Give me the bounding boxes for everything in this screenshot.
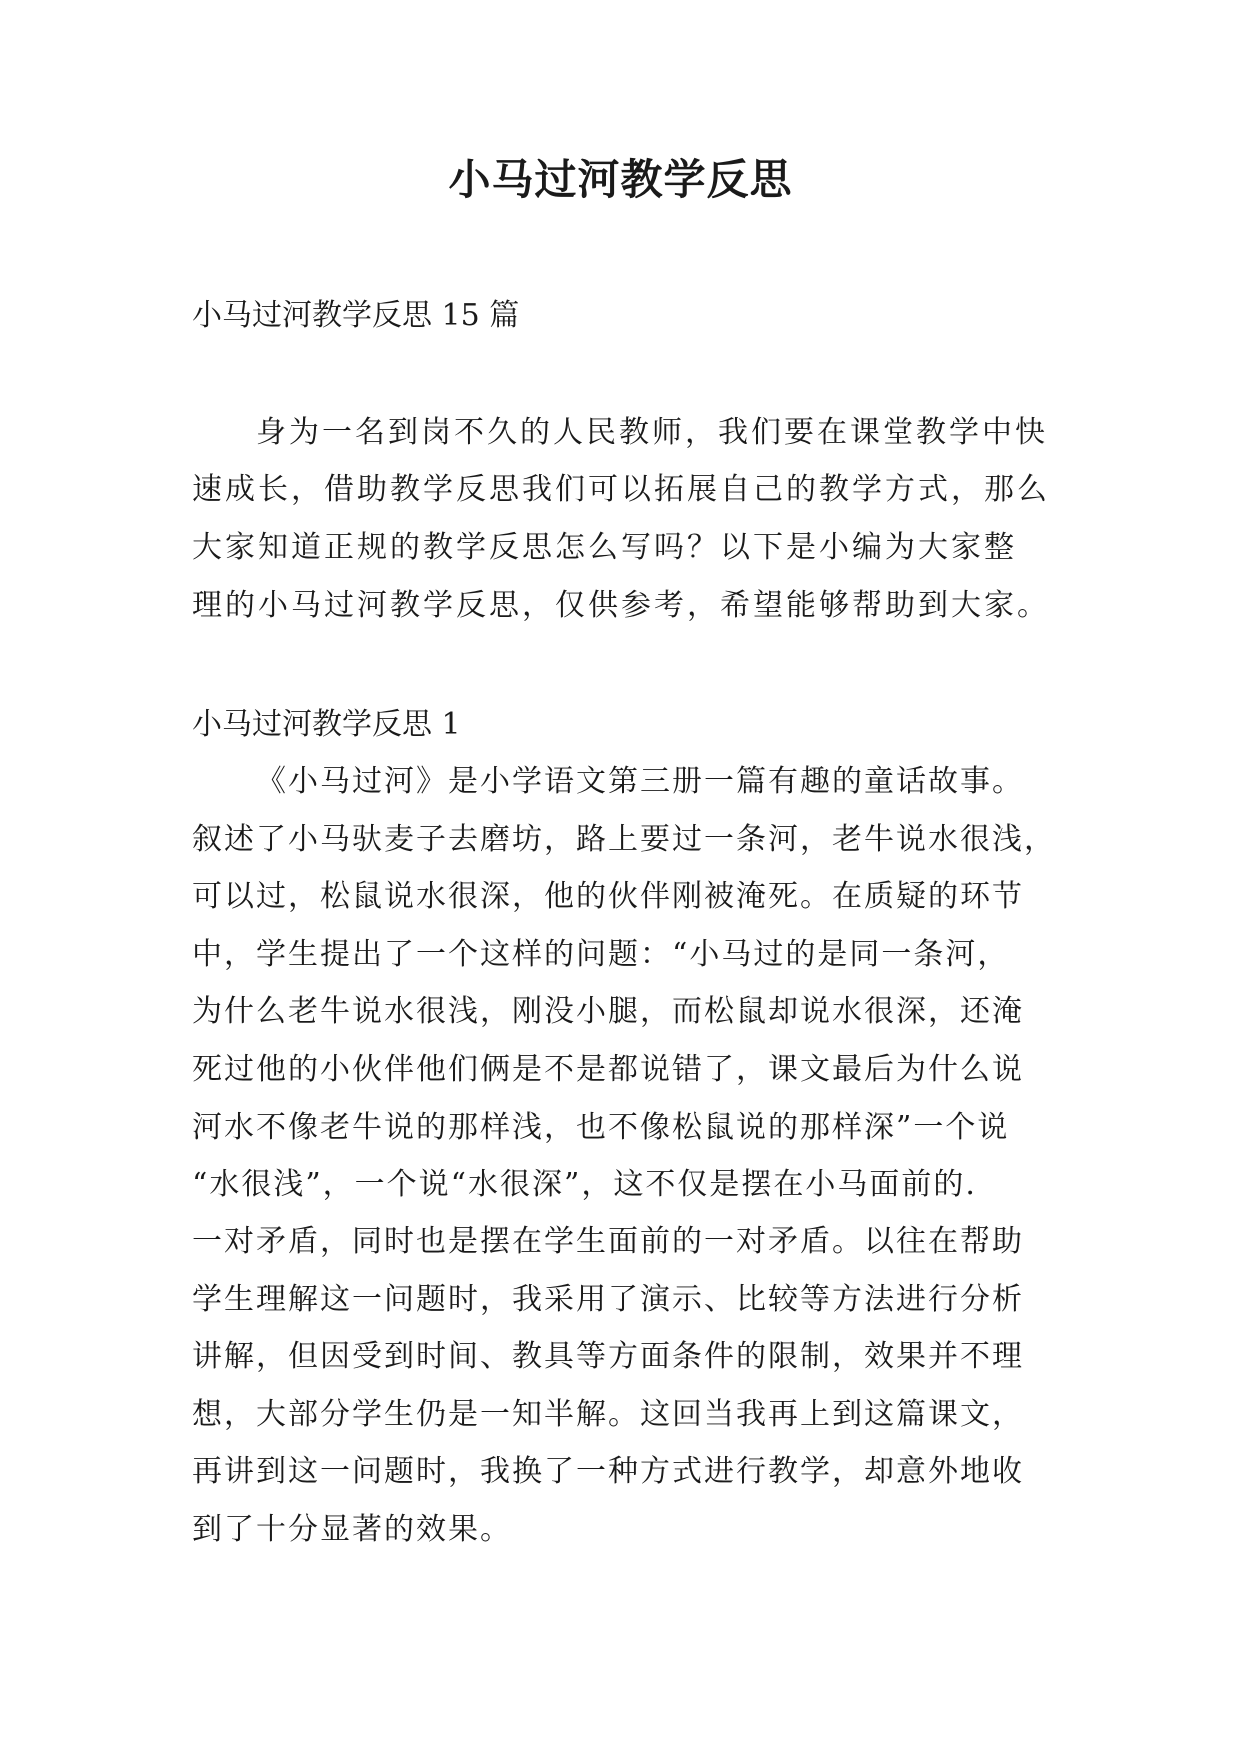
intro-line: 理的小马过河教学反思，仅供参考，希望能够帮助到大家。: [192, 588, 1050, 623]
paragraph-line: 叙述了小马驮麦子去磨坊，路上要过一条河，老牛说水很浅，: [192, 822, 1056, 857]
paragraph-line: 想，大部分学生仍是一知半解。这回当我再上到这篇课文，: [192, 1397, 1024, 1432]
paragraph-line: 河水不像老牛说的那样浅，也不像松鼠说的那样深”一个说: [192, 1110, 1010, 1145]
paragraph-line: 为什么老牛说水很浅，刚没小腿，而松鼠却说水很深，还淹: [192, 994, 1024, 1029]
section-heading: 小马过河教学反思 1: [192, 707, 461, 742]
intro-line: 大家知道正规的教学反思怎么写吗？以下是小编为大家整: [192, 530, 1017, 565]
document-title: 小马过河教学反思: [448, 155, 793, 204]
intro-line: 速成长，借助教学反思我们可以拓展自己的教学方式，那么: [192, 472, 1050, 507]
paragraph-line: 可以过，松鼠说水很深，他的伙伴刚被淹死。在质疑的环节: [192, 879, 1024, 914]
document-subtitle: 小马过河教学反思 15 篇: [192, 298, 520, 333]
paragraph-line: 到了十分显著的效果。: [192, 1512, 512, 1547]
paragraph-line: 《小马过河》是小学语文第三册一篇有趣的童话故事。: [256, 764, 1024, 799]
paragraph-line: “水很浅”，一个说“水很深”，这不仅是摆在小马面前的.: [192, 1167, 977, 1202]
paragraph-line: 学生理解这一问题时，我采用了演示、比较等方法进行分析: [192, 1282, 1024, 1317]
intro-line: 身为一名到岗不久的人民教师，我们要在课堂教学中快: [256, 415, 1048, 450]
paragraph-line: 死过他的小伙伴他们俩是不是都说错了，课文最后为什么说: [192, 1052, 1024, 1087]
paragraph-line: 中，学生提出了一个这样的问题：“小马过的是同一条河，: [192, 937, 1010, 972]
paragraph-line: 一对矛盾，同时也是摆在学生面前的一对矛盾。以往在帮助: [192, 1224, 1024, 1259]
paragraph-line: 再讲到这一问题时，我换了一种方式进行教学，却意外地收: [192, 1454, 1024, 1489]
paragraph-line: 讲解，但因受到时间、教具等方面条件的限制，效果并不理: [192, 1339, 1024, 1374]
